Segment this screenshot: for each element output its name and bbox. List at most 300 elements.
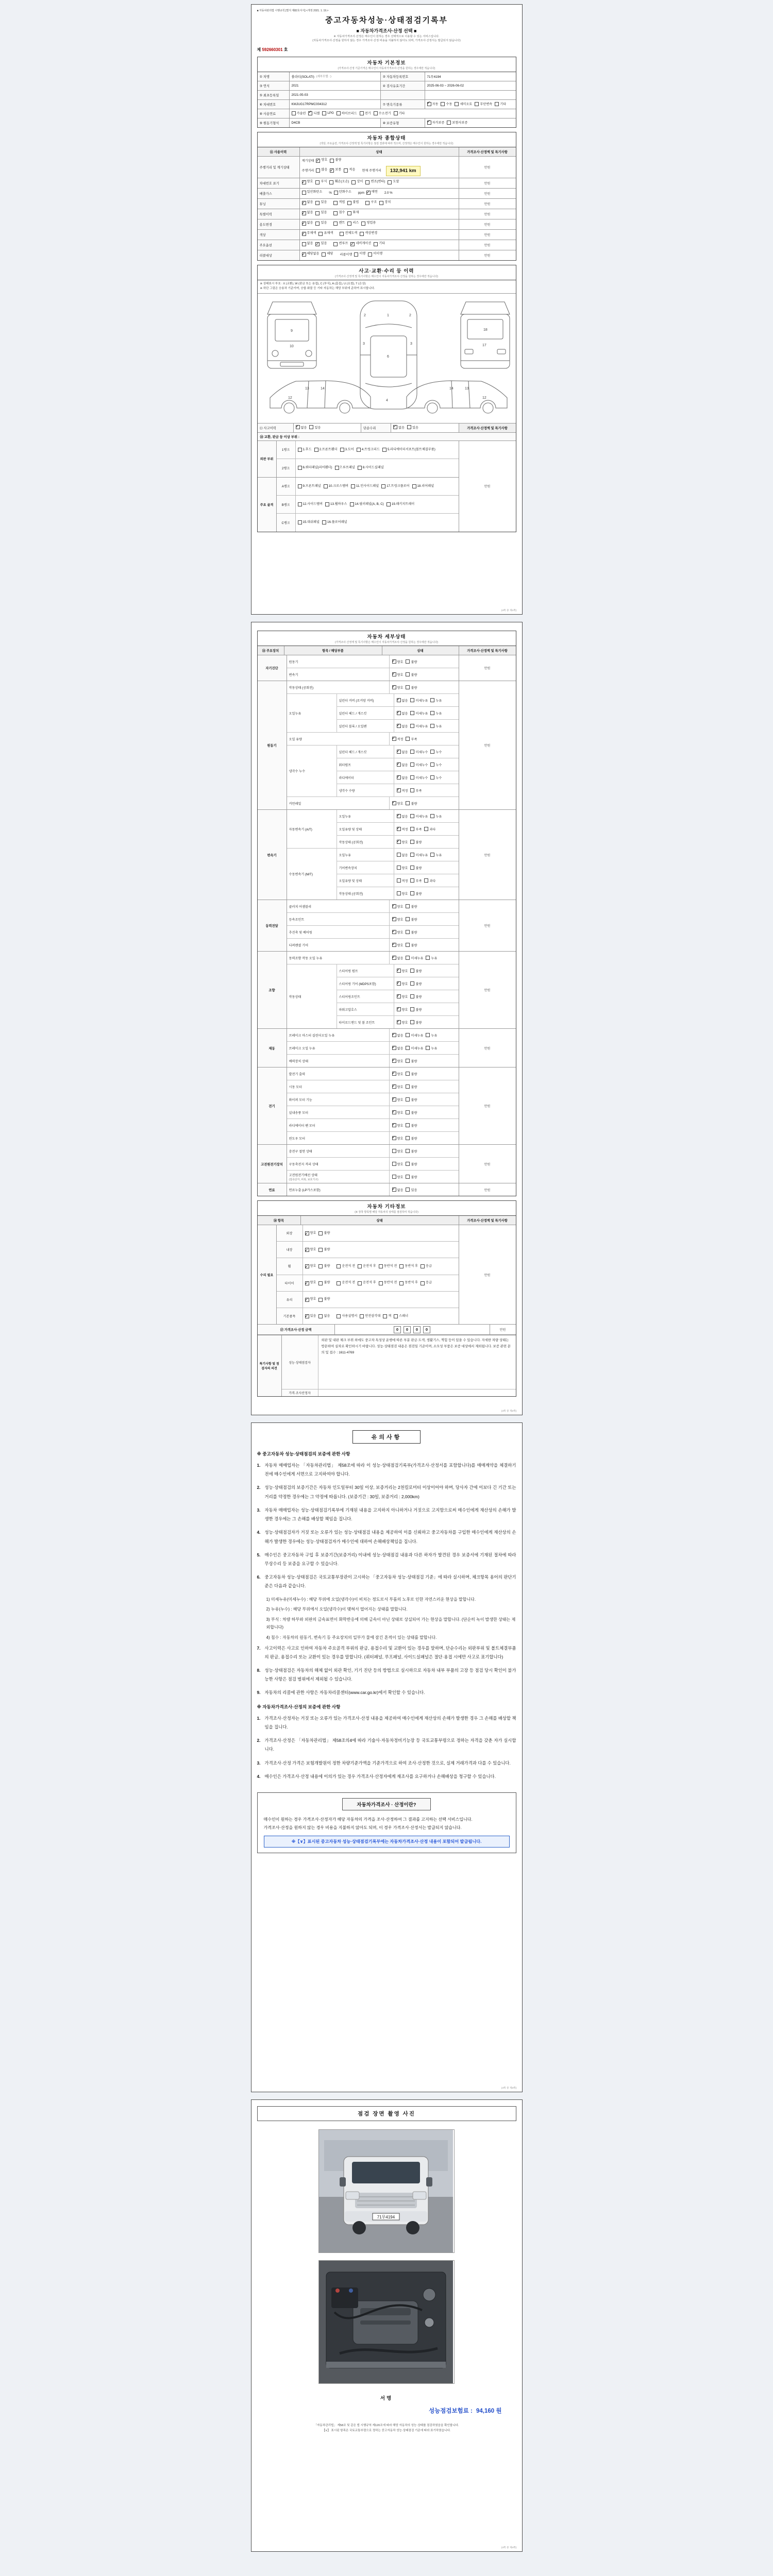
checkbox-checked-icon[interactable] [392,1033,396,1037]
checkbox-icon[interactable] [410,969,414,973]
checkbox-option[interactable] [305,1264,316,1269]
checkbox-checked-icon[interactable] [315,242,320,246]
checkbox-option[interactable] [334,190,351,195]
checkbox-icon[interactable] [316,168,320,173]
checkbox-option[interactable] [406,1072,417,1076]
checkbox-icon[interactable] [314,448,318,452]
checkbox-option[interactable] [392,1097,404,1102]
checkbox-option[interactable] [302,210,313,216]
checkbox-icon[interactable] [426,1033,430,1037]
checkbox-icon[interactable] [447,121,451,125]
checkbox-icon[interactable] [298,448,302,452]
checkbox-icon[interactable] [406,1084,410,1089]
checkbox-option[interactable] [322,251,333,257]
checkbox-checked-icon[interactable] [397,724,401,728]
checkbox-icon[interactable] [358,1281,362,1285]
checkbox-option[interactable] [392,917,404,922]
checkbox-checked-icon[interactable] [366,191,371,195]
checkbox-option[interactable] [393,425,405,430]
checkbox-option[interactable] [426,1046,437,1050]
checkbox-icon[interactable] [379,1264,383,1268]
checkbox-option[interactable] [397,1007,408,1012]
checkbox-checked-icon[interactable] [397,827,401,831]
checkbox-option[interactable] [305,1231,316,1236]
checkbox-checked-icon[interactable] [392,1188,396,1192]
checkbox-icon[interactable] [386,502,391,506]
checkbox-icon[interactable] [406,1059,410,1063]
checkbox-option[interactable] [302,200,313,206]
checkbox-option[interactable] [318,1297,330,1302]
checkbox-icon[interactable] [374,111,378,115]
checkbox-option[interactable] [337,1314,357,1319]
checkbox-icon[interactable] [335,466,339,470]
checkbox-option[interactable] [410,969,422,973]
checkbox-checked-icon[interactable] [392,801,396,805]
checkbox-icon[interactable] [374,242,378,246]
checkbox-option[interactable] [410,775,428,780]
checkbox-option[interactable] [406,1033,423,1038]
checkbox-icon[interactable] [430,698,434,702]
checkbox-option[interactable] [392,1149,404,1154]
checkbox-icon[interactable] [406,672,410,676]
checkbox-option[interactable] [374,111,391,115]
checkbox-option[interactable] [421,1280,432,1286]
checkbox-option[interactable] [392,1084,404,1089]
checkbox-icon[interactable] [382,448,386,452]
checkbox-option[interactable] [325,501,347,507]
checkbox-option[interactable] [354,251,365,257]
checkbox-icon[interactable] [337,111,341,115]
checkbox-icon[interactable] [333,222,338,226]
checkbox-checked-icon[interactable] [392,1046,396,1050]
checkbox-checked-icon[interactable] [397,1020,401,1024]
checkbox-icon[interactable] [315,201,320,205]
checkbox-icon[interactable] [392,1162,396,1166]
checkbox-option[interactable] [394,111,405,115]
checkbox-checked-icon[interactable] [305,1298,309,1302]
checkbox-option[interactable] [397,981,408,986]
checkbox-option[interactable] [381,483,409,489]
checkbox-option[interactable] [314,447,338,453]
checkbox-icon[interactable] [430,724,434,728]
checkbox-option[interactable] [318,1231,330,1236]
checkbox-icon[interactable] [410,762,414,767]
checkbox-option[interactable] [333,200,345,206]
checkbox-icon[interactable] [360,232,364,236]
checkbox-checked-icon[interactable] [392,1136,396,1140]
checkbox-option[interactable] [351,179,363,185]
checkbox-option[interactable] [329,179,349,185]
checkbox-option[interactable] [406,904,417,909]
checkbox-icon[interactable] [406,1136,410,1140]
checkbox-option[interactable] [392,659,404,664]
checkbox-option[interactable] [315,221,327,226]
checkbox-option[interactable] [397,724,408,728]
checkbox-icon[interactable] [424,827,428,831]
checkbox-checked-icon[interactable] [397,981,401,986]
checkbox-option[interactable] [406,659,417,664]
checkbox-option[interactable] [302,190,323,195]
checkbox-option[interactable] [392,1059,404,1063]
checkbox-icon[interactable] [381,484,385,488]
checkbox-checked-icon[interactable] [392,672,396,676]
checkbox-icon[interactable] [407,425,411,429]
checkbox-icon[interactable] [424,878,428,883]
checkbox-option[interactable] [360,1314,380,1319]
checkbox-option[interactable] [392,1162,404,1166]
checkbox-option[interactable] [358,465,384,471]
checkbox-option[interactable] [397,827,408,832]
checkbox-option[interactable] [406,685,417,690]
checkbox-icon[interactable] [298,520,302,524]
checkbox-icon[interactable] [358,466,362,470]
checkbox-icon[interactable] [340,232,344,236]
checkbox-checked-icon[interactable] [397,994,401,998]
checkbox-checked-icon[interactable] [302,201,306,205]
checkbox-icon[interactable] [334,191,338,195]
checkbox-option[interactable] [386,501,414,507]
checkbox-option[interactable] [360,111,371,115]
checkbox-option[interactable] [410,853,428,857]
checkbox-option[interactable] [318,231,333,236]
checkbox-icon[interactable] [302,242,306,246]
checkbox-icon[interactable] [292,111,296,115]
checkbox-option[interactable] [410,981,422,986]
checkbox-option[interactable] [406,1123,417,1128]
checkbox-icon[interactable] [361,222,365,226]
checkbox-icon[interactable] [406,904,410,908]
checkbox-icon[interactable] [298,502,302,506]
checkbox-checked-icon[interactable] [392,659,396,664]
checkbox-option[interactable] [397,698,408,703]
checkbox-checked-icon[interactable] [392,1059,396,1063]
checkbox-icon[interactable] [410,878,414,883]
checkbox-icon[interactable] [354,252,358,257]
checkbox-option[interactable] [410,788,422,793]
checkbox-option[interactable] [392,930,404,935]
checkbox-option[interactable] [392,1188,404,1192]
checkbox-icon[interactable] [351,484,355,488]
checkbox-checked-icon[interactable] [397,750,401,754]
checkbox-checked-icon[interactable] [392,904,396,908]
checkbox-option[interactable] [318,1264,330,1269]
checkbox-option[interactable] [392,1033,404,1038]
checkbox-option[interactable] [392,1072,404,1076]
checkbox-checked-icon[interactable] [397,814,401,818]
checkbox-option[interactable] [302,179,313,185]
checkbox-icon[interactable] [315,222,320,226]
checkbox-option[interactable] [397,750,408,754]
checkbox-option[interactable] [397,840,408,844]
checkbox-icon[interactable] [410,840,414,844]
checkbox-icon[interactable] [455,102,459,106]
checkbox-checked-icon[interactable] [392,1097,396,1101]
checkbox-option[interactable] [335,465,355,471]
checkbox-icon[interactable] [318,1248,323,1252]
checkbox-icon[interactable] [421,1281,425,1285]
checkbox-checked-icon[interactable] [397,711,401,715]
checkbox-icon[interactable] [410,711,414,715]
checkbox-icon[interactable] [410,866,414,870]
checkbox-option[interactable] [347,221,359,226]
checkbox-icon[interactable] [379,201,383,205]
checkbox-option[interactable] [298,519,320,526]
checkbox-option[interactable] [309,425,321,430]
checkbox-icon[interactable] [475,102,479,106]
checkbox-icon[interactable] [430,775,434,779]
checkbox-option[interactable] [410,1020,422,1025]
checkbox-option[interactable] [324,483,349,489]
checkbox-icon[interactable] [322,520,326,524]
checkbox-option[interactable] [315,200,327,206]
checkbox-option[interactable] [495,101,506,106]
checkbox-option[interactable] [392,1136,404,1141]
checkbox-icon[interactable] [430,762,434,767]
checkbox-icon[interactable] [406,956,410,960]
checkbox-option[interactable] [316,167,327,173]
checkbox-option[interactable] [399,1264,418,1269]
checkbox-icon[interactable] [302,191,306,195]
checkbox-icon[interactable] [406,1162,410,1166]
checkbox-icon[interactable] [406,1097,410,1101]
checkbox-checked-icon[interactable] [308,111,312,115]
checkbox-option[interactable] [392,956,404,960]
checkbox-icon[interactable] [392,1149,396,1153]
checkbox-option[interactable] [424,827,435,832]
checkbox-option[interactable] [344,167,355,173]
checkbox-icon[interactable] [397,866,401,870]
checkbox-option[interactable] [392,1123,404,1128]
checkbox-icon[interactable] [426,1046,430,1050]
checkbox-option[interactable] [360,231,377,236]
checkbox-icon[interactable] [340,448,344,452]
checkbox-option[interactable] [406,956,423,960]
checkbox-icon[interactable] [410,1020,414,1024]
checkbox-icon[interactable] [410,891,414,895]
checkbox-checked-icon[interactable] [397,969,401,973]
checkbox-icon[interactable] [330,159,334,163]
checkbox-option[interactable] [292,111,306,115]
checkbox-option[interactable] [340,231,357,236]
checkbox-icon[interactable] [406,1046,410,1050]
checkbox-option[interactable] [407,425,418,430]
checkbox-option[interactable] [424,878,435,883]
checkbox-icon[interactable] [406,659,410,664]
checkbox-option[interactable] [298,465,332,471]
checkbox-option[interactable] [302,241,313,247]
checkbox-option[interactable] [410,750,428,754]
checkbox-icon[interactable] [410,981,414,986]
checkbox-option[interactable] [305,1280,316,1286]
checkbox-checked-icon[interactable] [330,168,334,173]
checkbox-icon[interactable] [344,168,348,173]
checkbox-option[interactable] [426,956,437,960]
checkbox-option[interactable] [302,231,316,236]
checkbox-icon[interactable] [410,853,414,857]
checkbox-option[interactable] [430,762,442,767]
checkbox-option[interactable] [337,1280,355,1286]
checkbox-icon[interactable] [298,466,302,470]
checkbox-option[interactable] [406,1084,417,1089]
checkbox-option[interactable] [318,1314,330,1319]
checkbox-icon[interactable] [383,1314,387,1318]
checkbox-checked-icon[interactable] [392,1110,396,1114]
checkbox-option[interactable] [406,737,417,741]
checkbox-icon[interactable] [324,484,328,488]
checkbox-option[interactable] [351,483,379,489]
checkbox-option[interactable] [315,241,327,247]
checkbox-checked-icon[interactable] [397,840,401,844]
checkbox-checked-icon[interactable] [305,1281,309,1285]
checkbox-icon[interactable] [410,994,414,998]
checkbox-option[interactable] [392,1046,404,1050]
checkbox-option[interactable] [430,698,442,703]
checkbox-option[interactable] [412,483,434,489]
checkbox-checked-icon[interactable] [302,222,306,226]
checkbox-icon[interactable] [410,1007,414,1011]
checkbox-option[interactable] [406,1162,417,1166]
checkbox-checked-icon[interactable] [392,956,396,960]
checkbox-icon[interactable] [399,1281,404,1285]
checkbox-option[interactable] [392,1175,404,1179]
checkbox-option[interactable] [392,685,404,690]
checkbox-option[interactable] [333,210,345,216]
checkbox-option[interactable] [397,788,408,793]
checkbox-icon[interactable] [394,1314,398,1318]
checkbox-option[interactable] [406,1059,417,1063]
checkbox-icon[interactable] [337,1314,341,1318]
checkbox-option[interactable] [365,179,385,185]
checkbox-checked-icon[interactable] [393,425,397,429]
checkbox-option[interactable] [322,111,333,115]
checkbox-option[interactable] [392,1110,404,1115]
checkbox-option[interactable] [397,891,408,896]
checkbox-option[interactable] [397,878,408,883]
checkbox-option[interactable] [397,969,408,973]
checkbox-option[interactable] [447,120,467,125]
checkbox-option[interactable] [330,167,341,173]
checkbox-icon[interactable] [365,201,369,205]
checkbox-checked-icon[interactable] [302,211,306,215]
checkbox-option[interactable] [406,1149,417,1154]
checkbox-icon[interactable] [315,211,320,215]
checkbox-option[interactable] [410,827,422,832]
checkbox-icon[interactable] [410,788,414,792]
checkbox-option[interactable] [379,200,391,206]
checkbox-icon[interactable] [394,111,398,115]
checkbox-icon[interactable] [406,801,410,805]
checkbox-icon[interactable] [397,853,401,857]
checkbox-icon[interactable] [333,211,338,215]
checkbox-option[interactable] [330,158,341,163]
checkbox-icon[interactable] [410,698,414,702]
checkbox-checked-icon[interactable] [296,425,300,429]
checkbox-option[interactable] [410,814,428,819]
checkbox-icon[interactable] [318,1264,323,1268]
checkbox-checked-icon[interactable] [316,159,320,163]
checkbox-option[interactable] [430,853,442,857]
checkbox-checked-icon[interactable] [302,232,306,236]
checkbox-option[interactable] [397,814,408,819]
checkbox-icon[interactable] [318,1314,323,1318]
checkbox-icon[interactable] [399,1264,404,1268]
checkbox-icon[interactable] [347,211,351,215]
checkbox-option[interactable] [366,190,378,195]
checkbox-option[interactable] [358,1264,376,1269]
checkbox-icon[interactable] [410,724,414,728]
checkbox-icon[interactable] [397,891,401,895]
checkbox-icon[interactable] [406,1175,410,1179]
checkbox-option[interactable] [475,101,492,106]
checkbox-option[interactable] [406,672,417,677]
checkbox-checked-icon[interactable] [392,930,396,934]
checkbox-option[interactable] [392,943,404,947]
checkbox-icon[interactable] [412,484,416,488]
checkbox-icon[interactable] [406,943,410,947]
checkbox-checked-icon[interactable] [350,242,355,246]
checkbox-option[interactable] [430,750,442,754]
checkbox-icon[interactable] [318,1281,323,1285]
checkbox-icon[interactable] [406,930,410,934]
checkbox-checked-icon[interactable] [392,943,396,947]
checkbox-option[interactable] [305,1297,316,1302]
checkbox-option[interactable] [392,737,404,741]
checkbox-option[interactable] [421,1264,432,1269]
checkbox-icon[interactable] [318,1231,323,1235]
checkbox-icon[interactable] [406,1188,410,1192]
checkbox-checked-icon[interactable] [427,102,431,106]
checkbox-checked-icon[interactable] [427,121,431,125]
checkbox-checked-icon[interactable] [397,762,401,767]
checkbox-icon[interactable] [309,425,313,429]
checkbox-checked-icon[interactable] [305,1231,309,1235]
checkbox-option[interactable] [298,501,323,507]
checkbox-option[interactable] [406,1097,417,1102]
checkbox-icon[interactable] [392,1175,396,1179]
checkbox-option[interactable] [397,762,408,767]
checkbox-icon[interactable] [322,111,326,115]
checkbox-option[interactable] [430,724,442,728]
checkbox-option[interactable] [302,221,313,226]
checkbox-option[interactable] [358,1280,376,1286]
checkbox-icon[interactable] [347,222,351,226]
checkbox-icon[interactable] [406,1072,410,1076]
checkbox-option[interactable] [397,711,408,716]
checkbox-option[interactable] [333,241,348,247]
checkbox-option[interactable] [406,917,417,922]
checkbox-option[interactable] [427,101,439,106]
checkbox-option[interactable] [426,1033,437,1038]
checkbox-option[interactable] [430,814,442,819]
checkbox-icon[interactable] [406,1149,410,1153]
checkbox-icon[interactable] [406,1033,410,1037]
checkbox-option[interactable] [410,891,422,896]
checkbox-checked-icon[interactable] [397,1007,401,1011]
checkbox-option[interactable] [406,1046,423,1050]
checkbox-option[interactable] [379,1280,397,1286]
checkbox-icon[interactable] [368,252,372,257]
checkbox-icon[interactable] [322,252,326,257]
checkbox-option[interactable] [406,801,417,806]
checkbox-option[interactable] [410,698,428,703]
checkbox-option[interactable] [308,111,320,115]
checkbox-icon[interactable] [430,750,434,754]
checkbox-option[interactable] [392,904,404,909]
checkbox-icon[interactable] [406,1123,410,1127]
checkbox-icon[interactable] [410,814,414,818]
checkbox-icon[interactable] [358,1264,362,1268]
checkbox-option[interactable] [383,1314,391,1319]
